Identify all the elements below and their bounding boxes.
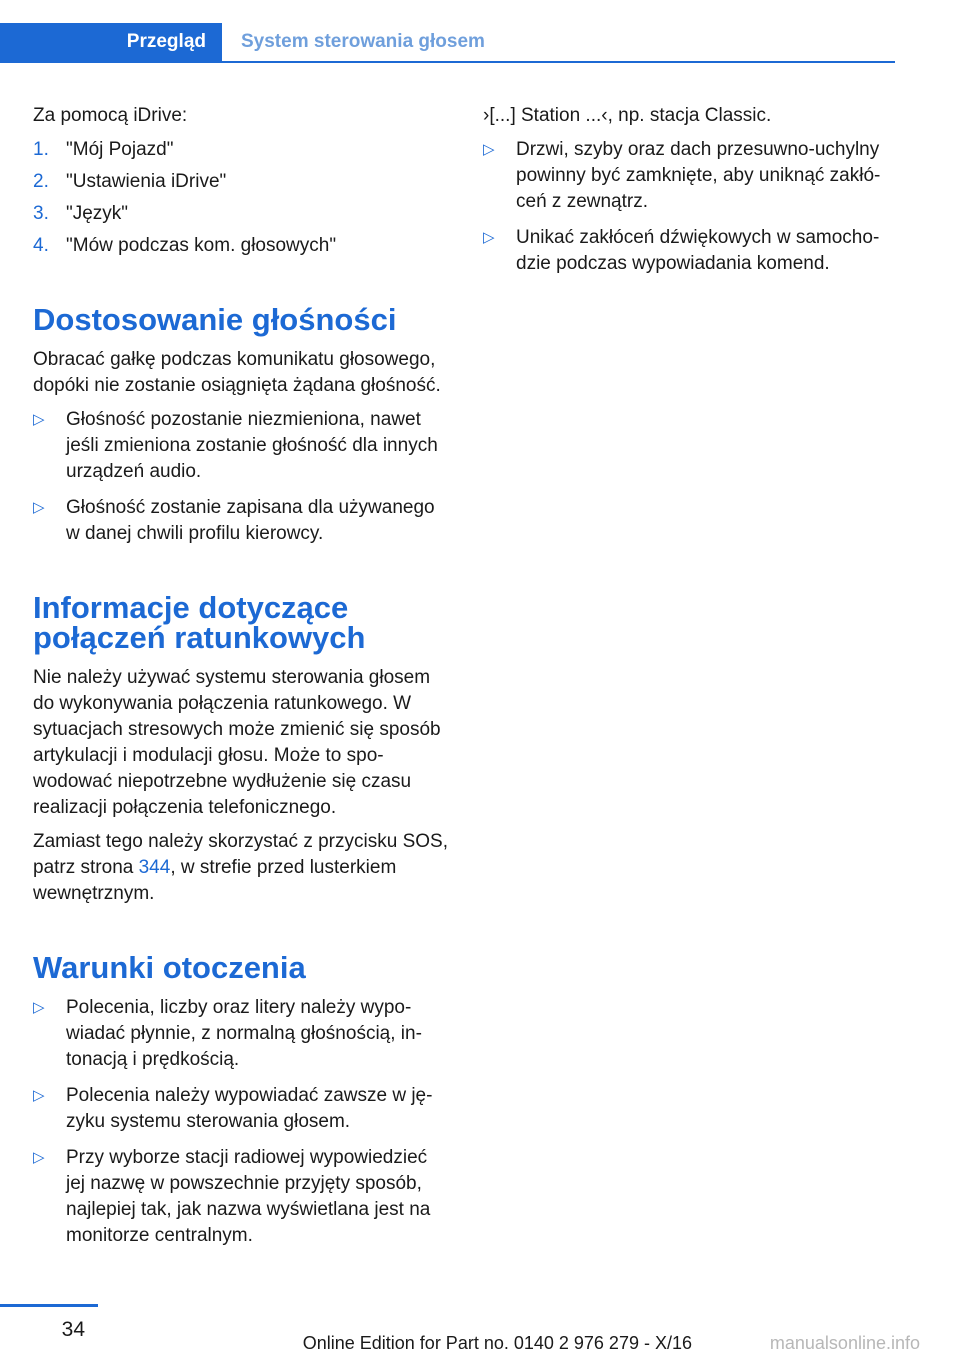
step-text: "Język"	[66, 203, 129, 224]
page-number: 34	[61, 1318, 85, 1341]
volume-bullets	[33, 407, 451, 547]
triangle-bullet-icon: ▷	[33, 499, 45, 516]
right-bullets	[483, 137, 895, 277]
bullet-item	[33, 995, 451, 1073]
step-item	[33, 137, 451, 163]
triangle-bullet-icon: ▷	[33, 411, 45, 428]
bullet-item	[33, 1083, 451, 1135]
step-item	[33, 233, 451, 259]
left-column	[33, 103, 451, 1259]
right-column	[483, 103, 895, 287]
watermark-text: manualsonline.info	[769, 1333, 920, 1353]
step-number: 2.	[33, 171, 49, 192]
tab-section[interactable]	[241, 23, 485, 61]
footer-rule	[0, 1304, 98, 1307]
idrive-intro: Za pomocą iDrive:	[33, 105, 188, 126]
tab-przeglad-label: Przegląd	[126, 31, 206, 52]
bullet-text: Przy wyborze stacji radiowej wypowiedzieć jej nazwę w powszechnie przyjęty sposób, najlepiej tak, jak nazwa wyświetlana jest na monitorze centralnym.	[66, 1147, 431, 1246]
step-number: 4.	[33, 235, 49, 256]
sos-text-pre: Zamiast tego należy skorzystać z przycisku SOS, patrz strona	[33, 831, 448, 878]
bullet-text: Głośność zostanie zapisana dla używanego w danej chwili profilu kierowcy.	[66, 497, 435, 544]
bullet-item	[483, 137, 895, 215]
tab-przeglad[interactable]	[0, 23, 222, 61]
bullet-item	[33, 407, 451, 485]
heading-environment: Warunki otoczenia	[33, 950, 306, 985]
step-item	[33, 201, 451, 227]
environment-bullets	[33, 995, 451, 1249]
page-link-344[interactable]: 344	[138, 857, 171, 878]
step-number: 3.	[33, 203, 49, 224]
heading-emergency: Informacje dotyczące połączeń ratunkowych	[33, 590, 366, 655]
triangle-bullet-icon: ▷	[33, 999, 45, 1016]
bullet-text: Polecenia, liczby oraz litery należy wypowiadać płynnie, z normalną głośnością, intonacją i prędkością.	[66, 997, 422, 1070]
bullet-item	[483, 225, 895, 277]
triangle-bullet-icon: ▷	[33, 1087, 45, 1104]
emergency-body: Nie należy używać systemu sterowania głosem do wykonywania połączenia ratunkowego. W sytuacjach stresowych może zmienić się sposób artykulacji i modulacji głosu. Może to spowodować niepotrzebne wydłużenie się czasu realizacji połączenia telefonicznego.	[33, 667, 441, 818]
step-text: "Mój Pojazd"	[66, 139, 174, 160]
bullet-text: Głośność pozostanie niezmieniona, nawet jeśli zmieniona zostanie głośność dla innych urządzeń audio.	[66, 409, 438, 482]
continuation-text: ›[...] Station ...‹, np. stacja Classic.	[483, 105, 772, 126]
idrive-steps	[33, 137, 451, 259]
volume-body: Obracać gałkę podczas komunikatu głosowego, dopóki nie zostanie osiągnięta żądana głośność.	[33, 349, 441, 396]
step-text: "Mów podczas kom. głosowych"	[66, 235, 337, 256]
bullet-item	[33, 495, 451, 547]
emergency-sos-paragraph	[33, 829, 451, 907]
bullet-text: Unikać zakłóceń dźwiękowych w samochodzie podczas wypowiadania komend.	[516, 227, 880, 274]
bullet-text: Drzwi, szyby oraz dach przesuwno-uchylny powinny być zamknięte, aby uniknąć zakłóceń z zewnątrz.	[516, 139, 881, 212]
step-item	[33, 169, 451, 195]
page-header	[0, 23, 895, 63]
triangle-bullet-icon: ▷	[33, 1149, 45, 1166]
step-text: "Ustawienia iDrive"	[66, 171, 227, 192]
edition-note: Online Edition for Part no. 0140 2 976 279 - X/16	[302, 1333, 692, 1353]
sos-text-post: , w strefie przed lusterkiem wewnętrznym.	[33, 857, 397, 904]
heading-volume: Dostosowanie głośności	[33, 302, 397, 337]
bullet-item	[33, 1145, 451, 1249]
bullet-text: Polecenia należy wypowiadać zawsze w języku systemu sterowania głosem.	[66, 1085, 433, 1132]
tab-section-label: System sterowania głosem	[241, 31, 485, 52]
step-number: 1.	[33, 139, 49, 160]
triangle-bullet-icon: ▷	[483, 229, 495, 246]
triangle-bullet-icon: ▷	[483, 141, 495, 158]
